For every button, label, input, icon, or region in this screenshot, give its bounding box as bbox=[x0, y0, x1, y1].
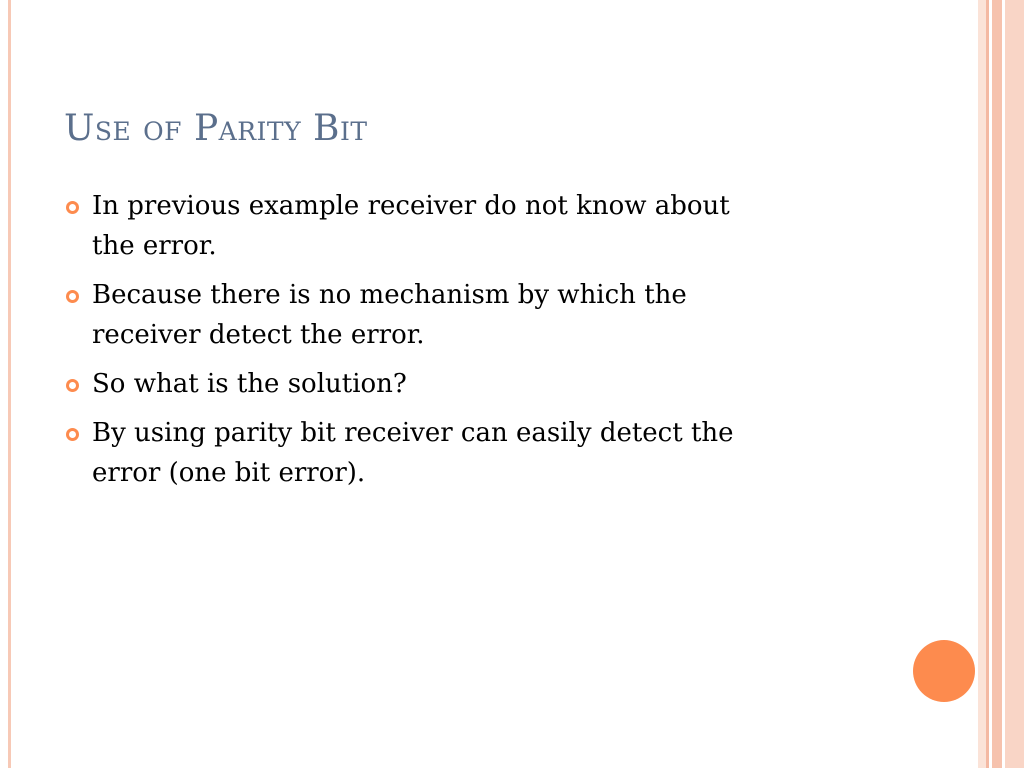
stripe bbox=[992, 0, 1002, 768]
bullet-item bbox=[66, 275, 866, 355]
ring-bullet-icon bbox=[66, 428, 79, 441]
stripe bbox=[978, 0, 986, 768]
bullet-text-line: error (one bit error). bbox=[92, 458, 366, 488]
right-decorative-stripes bbox=[978, 0, 1024, 768]
ring-bullet-icon bbox=[66, 290, 79, 303]
bullet-item bbox=[66, 364, 866, 404]
bullet-item bbox=[66, 413, 866, 493]
ring-bullet-icon bbox=[66, 201, 79, 214]
bullet-text-line: receiver detect the error. bbox=[92, 320, 425, 350]
bullet-list bbox=[66, 186, 866, 502]
left-frame-line bbox=[8, 0, 11, 768]
orange-circle-decoration bbox=[913, 640, 975, 702]
bullet-text-line: By using parity bit receiver can easily detect the bbox=[92, 418, 734, 448]
bullet-text-line: Because there is no mechanism by which the bbox=[92, 280, 687, 310]
stripe bbox=[1005, 0, 1024, 768]
bullet-text-line: the error. bbox=[92, 231, 217, 261]
ring-bullet-icon bbox=[66, 379, 79, 392]
slide-title: Use of Parity Bit bbox=[64, 108, 368, 149]
bullet-text-line: So what is the solution? bbox=[92, 369, 407, 399]
bullet-text-line: In previous example receiver do not know about bbox=[92, 191, 730, 221]
bullet-item bbox=[66, 186, 866, 266]
